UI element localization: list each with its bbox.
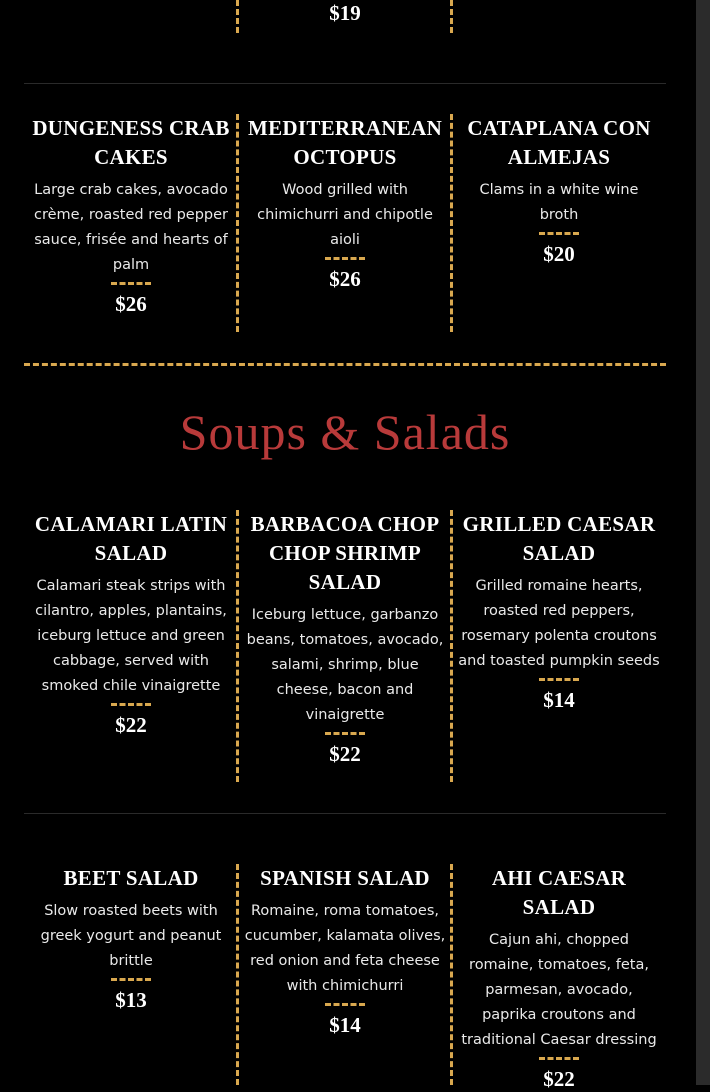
item-price: $26 [115,292,147,316]
menu-row-partial [24,0,666,33]
menu-item-partial-2 [238,0,452,33]
menu-item-dungeness-crab-cakes [24,114,238,332]
item-price: $19 [329,1,361,25]
menu-item-calamari-latin-salad [24,510,238,782]
menu-item-partial-1 [24,0,238,33]
item-description: Wood grilled with chimichurri and chipotle aioli [257,182,433,248]
item-price: $13 [115,988,147,1012]
price-separator [539,678,579,681]
item-title: GRILLED CAESAR SALAD [462,512,656,565]
item-description: Calamari steak strips with cilantro, apples, plantains, iceburg lettuce and green cabbage, served with smoked chile vinaigrette [35,578,227,694]
item-description: Clams in a white wine broth [479,182,639,223]
item-price: $22 [329,742,361,766]
price-separator [111,978,151,981]
section-divider [24,363,666,366]
menu-item-cataplana-con-almejas [452,114,666,332]
menu-row-salads-2 [24,864,666,1091]
menu-item-grilled-caesar-salad [452,510,666,782]
item-price: $26 [329,267,361,291]
price-separator [325,257,365,260]
price-separator [111,282,151,285]
item-price: $20 [543,242,575,266]
item-price: $14 [329,1013,361,1037]
menu-item-partial-3 [452,0,666,33]
item-title: BARBACOA CHOP CHOP SHRIMP SALAD [250,512,440,594]
item-title: BEET SALAD [63,866,199,890]
item-title: CATAPLANA CON ALMEJAS [467,116,651,169]
item-title: DUNGENESS CRAB CAKES [32,116,230,169]
price-separator [539,1057,579,1060]
item-title: CALAMARI LATIN SALAD [34,512,228,565]
item-description: Romaine, roma tomatoes, cucumber, kalamata olives, red onion and feta cheese with chimichurri [244,903,446,994]
price-separator [325,732,365,735]
price-separator [325,1003,365,1006]
price-separator [111,703,151,706]
menu-item-ahi-caesar-salad [452,864,666,1091]
menu-item-spanish-salad [238,864,452,1085]
menu-item-barbacoa-shrimp-salad [238,510,452,782]
section-title: Soups & Salads [179,404,511,460]
price-separator [539,232,579,235]
menu-item-mediterranean-octopus [238,114,452,332]
page-scrollbar[interactable] [696,0,710,1085]
menu-item-beet-salad [24,864,238,1085]
row-divider [24,813,666,814]
item-title: SPANISH SALAD [260,866,430,890]
item-title: MEDITERRANEAN OCTOPUS [247,116,443,169]
menu-row-appetizers [24,114,666,332]
item-price: $22 [115,713,147,737]
item-description: Cajun ahi, chopped romaine, tomatoes, feta, parmesan, avocado, paprika croutons and traditional Caesar dressing [461,932,657,1048]
item-price: $22 [543,1067,575,1091]
item-title: AHI CAESAR SALAD [491,866,627,919]
item-price: $14 [543,688,575,712]
item-description: Large crab cakes, avocado crème, roasted red pepper sauce, frisée and hearts of palm [34,182,228,273]
item-description: Iceburg lettuce, garbanzo beans, tomatoes, avocado, salami, shrimp, blue cheese, bacon and vinaigrette [246,607,444,723]
item-description: Grilled romaine hearts, roasted red peppers, rosemary polenta croutons and toasted pumpkin seeds [458,578,660,669]
menu-row-salads-1 [24,510,666,782]
item-description: Slow roasted beets with greek yogurt and peanut brittle [40,903,222,969]
row-divider [24,83,666,84]
